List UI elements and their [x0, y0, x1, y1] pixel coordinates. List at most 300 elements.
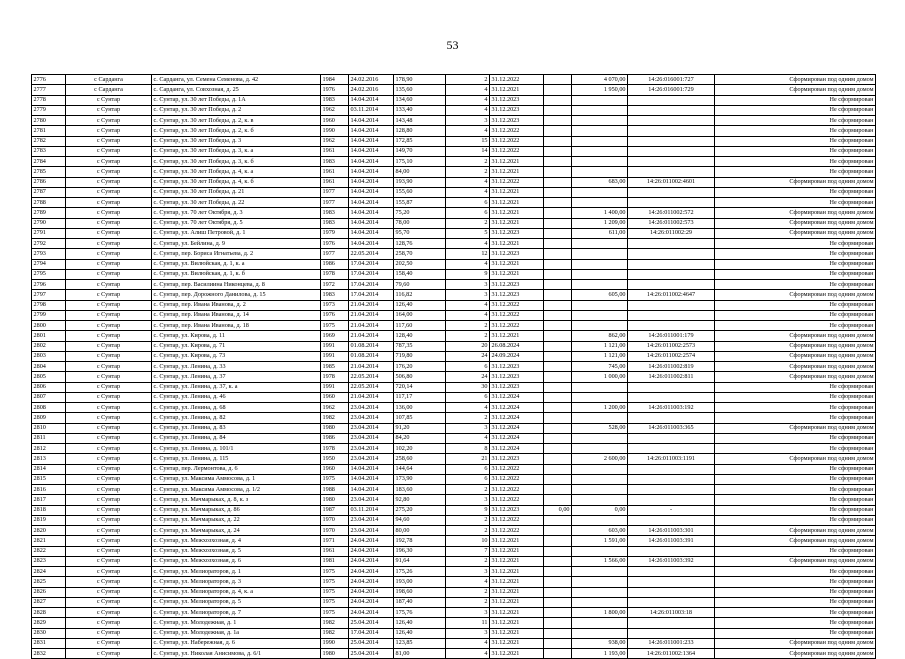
cell-value-a [544, 116, 572, 126]
cell-area: 128,40 [394, 331, 446, 341]
cell-value-a [544, 310, 572, 320]
cell-area: 126,40 [394, 628, 446, 638]
cell-cadastral-number [628, 95, 715, 105]
cell-area: 196,30 [394, 546, 446, 556]
cell-land-area [572, 136, 628, 146]
cell-residents: 2 [446, 218, 490, 228]
cell-land-status: Не сформирован [715, 146, 876, 156]
cell-year-built: 1950 [321, 454, 349, 464]
cell-value-a [544, 536, 572, 546]
cell-land-status: Сформирован под одним домом [715, 351, 876, 361]
cell-deadline: 31.12.2023 [490, 362, 544, 372]
cell-deadline: 31.12.2024 [490, 403, 544, 413]
cell-deadline: 31.12.2021 [490, 577, 544, 587]
cell-address: с. Сунтар, ул. Кирова, д. 11 [152, 331, 321, 341]
cell-deadline: 31.12.2021 [490, 167, 544, 177]
cell-year-built: 1976 [321, 310, 349, 320]
cell-settlement: с Сунтар [66, 372, 152, 382]
cell-registration-date: 17.04.2014 [349, 259, 394, 269]
cell-row-number: 2823 [32, 556, 66, 566]
cell-land-area: 1 200,00 [572, 403, 628, 413]
cell-row-number: 2821 [32, 536, 66, 546]
cell-land-status: Не сформирован [715, 495, 876, 505]
table-row [32, 444, 876, 454]
cell-land-area [572, 567, 628, 577]
cell-registration-date: 24.04.2014 [349, 536, 394, 546]
cell-value-a [544, 136, 572, 146]
cell-year-built: 1980 [321, 423, 349, 433]
cell-area: 91,64 [394, 556, 446, 566]
table-row [32, 567, 876, 577]
cell-address: с. Сунтар, ул. 30 лет Победы, д. 21 [152, 187, 321, 197]
cell-land-area [572, 577, 628, 587]
cell-registration-date: 23.04.2014 [349, 413, 394, 423]
cell-year-built: 1969 [321, 331, 349, 341]
cell-address: с. Сунтар, ул. Ленина, д. 33 [152, 362, 321, 372]
cell-cadastral-number [628, 597, 715, 607]
cell-land-status: Не сформирован [715, 280, 876, 290]
cell-registration-date: 17.04.2014 [349, 290, 394, 300]
cell-value-a [544, 608, 572, 618]
cell-land-status: Сформирован под одним домом [715, 75, 876, 85]
cell-settlement: с Сунтар [66, 597, 152, 607]
cell-deadline: 31.12.2021 [490, 556, 544, 566]
cell-settlement: с Сунтар [66, 259, 152, 269]
cell-year-built: 1983 [321, 208, 349, 218]
cell-residents: 2 [446, 485, 490, 495]
cell-residents: 6 [446, 362, 490, 372]
cell-year-built: 1970 [321, 515, 349, 525]
cell-land-area [572, 392, 628, 402]
cell-row-number: 2824 [32, 567, 66, 577]
cell-year-built: 1975 [321, 597, 349, 607]
cell-value-a [544, 649, 572, 659]
cell-residents: 6 [446, 198, 490, 208]
cell-land-area: 1 000,00 [572, 372, 628, 382]
cell-year-built: 1991 [321, 351, 349, 361]
cell-registration-date: 23.04.2014 [349, 433, 394, 443]
cell-registration-date: 23.04.2014 [349, 495, 394, 505]
cell-row-number: 2820 [32, 526, 66, 536]
cell-year-built: 1960 [321, 392, 349, 402]
cell-settlement: с Сунтар [66, 362, 152, 372]
cell-year-built: 1979 [321, 228, 349, 238]
cell-year-built: 1972 [321, 280, 349, 290]
cell-settlement: с Сунтар [66, 423, 152, 433]
cell-settlement: с Сунтар [66, 556, 152, 566]
cell-address: с. Сунтар, ул. Ленина, д. 68 [152, 403, 321, 413]
cell-settlement: с Сунтар [66, 577, 152, 587]
cell-row-number: 2815 [32, 474, 66, 484]
cell-land-status: Сформирован под одним домом [715, 331, 876, 341]
cell-registration-date: 21.04.2014 [349, 300, 394, 310]
table-row [32, 536, 876, 546]
cell-deadline: 31.12.2024 [490, 413, 544, 423]
table-row [32, 300, 876, 310]
cell-area: 136,00 [394, 403, 446, 413]
cell-cadastral-number [628, 239, 715, 249]
cell-cadastral-number [628, 382, 715, 392]
cell-year-built: 1975 [321, 567, 349, 577]
cell-land-status: Не сформирован [715, 597, 876, 607]
cell-row-number: 2782 [32, 136, 66, 146]
cell-row-number: 2818 [32, 505, 66, 515]
cell-land-area: 745,00 [572, 362, 628, 372]
cell-registration-date: 17.04.2014 [349, 280, 394, 290]
cell-address: с. Сунтар, пер. Ивана Иванова, д. 18 [152, 321, 321, 331]
cell-settlement: с Сунтар [66, 331, 152, 341]
cell-cadastral-number: 14:26:011003:301 [628, 526, 715, 536]
table-row [32, 146, 876, 156]
cell-value-a [544, 495, 572, 505]
cell-row-number: 2830 [32, 628, 66, 638]
cell-land-status: Не сформирован [715, 505, 876, 515]
cell-land-status: Не сформирован [715, 105, 876, 115]
cell-row-number: 2814 [32, 464, 66, 474]
cell-deadline: 31.12.2021 [490, 218, 544, 228]
cell-cadastral-number [628, 280, 715, 290]
table-row [32, 505, 876, 515]
cell-value-a [544, 228, 572, 238]
table-row [32, 649, 876, 659]
cell-residents: 2 [446, 587, 490, 597]
cell-deadline: 31.12.2021 [490, 546, 544, 556]
cell-value-a [544, 546, 572, 556]
cell-land-status: Сформирован под одним домом [715, 556, 876, 566]
cell-registration-date: 24.02.2016 [349, 75, 394, 85]
cell-cadastral-number: 14:26:011003:392 [628, 556, 715, 566]
cell-cadastral-number: 14:26:011002:573 [628, 218, 715, 228]
cell-cadastral-number [628, 321, 715, 331]
cell-address: с. Сунтар, ул. 30 лет Победы, д. 1А [152, 95, 321, 105]
cell-address: с. Сунтар, ул. Межхозхозная, д. 5 [152, 546, 321, 556]
cell-row-number: 2787 [32, 187, 66, 197]
cell-deadline: 31.12.2022 [490, 515, 544, 525]
table-row [32, 321, 876, 331]
cell-land-area [572, 157, 628, 167]
cell-value-a [544, 300, 572, 310]
cell-deadline: 31.12.2021 [490, 269, 544, 279]
cell-land-area [572, 464, 628, 474]
cell-row-number: 2802 [32, 341, 66, 351]
cell-address: с. Сунтар, пер. Дорожного Данилова, д. 15 [152, 290, 321, 300]
cell-residents: 9 [446, 505, 490, 515]
cell-value-a [544, 105, 572, 115]
cell-land-status: Не сформирован [715, 198, 876, 208]
cell-area: 258,70 [394, 249, 446, 259]
table-row [32, 85, 876, 95]
cell-cadastral-number [628, 126, 715, 136]
cell-residents: 6 [446, 392, 490, 402]
cell-row-number: 2790 [32, 218, 66, 228]
cell-land-status: Не сформирован [715, 567, 876, 577]
cell-value-a [544, 95, 572, 105]
cell-value-a [544, 464, 572, 474]
cell-settlement: с Сунтар [66, 505, 152, 515]
cell-row-number: 2817 [32, 495, 66, 505]
cell-settlement: с Сунтар [66, 526, 152, 536]
cell-year-built: 1983 [321, 290, 349, 300]
table-row [32, 249, 876, 259]
cell-land-status: Сформирован под одним домом [715, 649, 876, 659]
cell-land-status: Не сформирован [715, 474, 876, 484]
cell-value-a [544, 618, 572, 628]
cell-value-a [544, 526, 572, 536]
cell-row-number: 2804 [32, 362, 66, 372]
cell-residents: 2 [446, 556, 490, 566]
table-row [32, 587, 876, 597]
cell-cadastral-number [628, 249, 715, 259]
cell-residents: 3 [446, 116, 490, 126]
cell-year-built: 1985 [321, 362, 349, 372]
cell-residents: 2 [446, 413, 490, 423]
cell-row-number: 2794 [32, 259, 66, 269]
cell-land-status: Сформирован под одним домом [715, 341, 876, 351]
cell-value-a [544, 280, 572, 290]
cell-area: 143,48 [394, 116, 446, 126]
cell-area: 126,40 [394, 300, 446, 310]
cell-cadastral-number [628, 167, 715, 177]
cell-deadline: 31.12.2021 [490, 638, 544, 648]
table-row [32, 372, 876, 382]
cell-registration-date: 21.04.2014 [349, 362, 394, 372]
cell-settlement: с Сунтар [66, 618, 152, 628]
cell-land-area: 1 950,00 [572, 85, 628, 95]
cell-cadastral-number: 14:26:011002:1364 [628, 649, 715, 659]
cell-deadline: 31.12.2023 [490, 249, 544, 259]
cell-registration-date: 21.04.2014 [349, 321, 394, 331]
cell-registration-date: 14.04.2014 [349, 485, 394, 495]
cell-registration-date: 17.04.2014 [349, 269, 394, 279]
cell-year-built: 1990 [321, 126, 349, 136]
cell-row-number: 2807 [32, 392, 66, 402]
cell-year-built: 1991 [321, 341, 349, 351]
cell-area: 158,40 [394, 269, 446, 279]
cell-land-area: 1 591,00 [572, 536, 628, 546]
cell-cadastral-number: 14:26:011001:233 [628, 638, 715, 648]
cell-deadline: 31.12.2021 [490, 649, 544, 659]
cell-row-number: 2793 [32, 249, 66, 259]
cell-address: с. Сунтар, ул. Мелиораторов, д. 5 [152, 597, 321, 607]
cell-value-a [544, 587, 572, 597]
cell-value-a [544, 577, 572, 587]
cell-registration-date: 14.04.2014 [349, 116, 394, 126]
cell-settlement: с Сунтар [66, 126, 152, 136]
cell-residents: 4 [446, 105, 490, 115]
cell-deadline: 31.12.2021 [490, 608, 544, 618]
cell-year-built: 1977 [321, 198, 349, 208]
table-row [32, 218, 876, 228]
cell-residents: 8 [446, 444, 490, 454]
cell-deadline: 31.12.2021 [490, 628, 544, 638]
cell-residents: 4 [446, 239, 490, 249]
cell-row-number: 2781 [32, 126, 66, 136]
cell-land-area: 4 070,00 [572, 75, 628, 85]
cell-land-area [572, 413, 628, 423]
cell-row-number: 2827 [32, 597, 66, 607]
cell-cadastral-number: 14:26:011003:365 [628, 423, 715, 433]
cell-area: 175,26 [394, 567, 446, 577]
table-row [32, 495, 876, 505]
cell-registration-date: 14.04.2014 [349, 126, 394, 136]
cell-land-area: 603,00 [572, 526, 628, 536]
table-row [32, 259, 876, 269]
cell-land-status: Не сформирован [715, 382, 876, 392]
cell-registration-date: 21.04.2014 [349, 310, 394, 320]
cell-address: с. Сунтар, ул. Мелиораторов, д. 1 [152, 567, 321, 577]
cell-row-number: 2810 [32, 423, 66, 433]
cell-address: с. Сунтар, пер. Ивана Иванова, д. 14 [152, 310, 321, 320]
cell-value-a: 0,00 [544, 505, 572, 515]
cell-address: с. Сунтар, пер. Бориса Игнатьева, д. 2 [152, 249, 321, 259]
cell-area: 176,20 [394, 362, 446, 372]
cell-land-area [572, 444, 628, 454]
cell-area: 787,35 [394, 341, 446, 351]
cell-row-number: 2832 [32, 649, 66, 659]
cell-area: 198,60 [394, 587, 446, 597]
cell-row-number: 2826 [32, 587, 66, 597]
cell-land-status: Не сформирован [715, 413, 876, 423]
cell-residents: 20 [446, 341, 490, 351]
cell-cadastral-number [628, 310, 715, 320]
cell-area: 202,50 [394, 259, 446, 269]
cell-settlement: с Сунтар [66, 392, 152, 402]
cell-settlement: с Сунтар [66, 116, 152, 126]
cell-value-a [544, 239, 572, 249]
cell-land-area [572, 259, 628, 269]
cell-registration-date: 24.04.2014 [349, 587, 394, 597]
cell-registration-date: 23.04.2014 [349, 423, 394, 433]
cell-land-area: 862,00 [572, 331, 628, 341]
cell-value-a [544, 187, 572, 197]
cell-land-status: Не сформирован [715, 95, 876, 105]
cell-year-built: 1977 [321, 249, 349, 259]
table-row [32, 310, 876, 320]
cell-land-area [572, 269, 628, 279]
cell-area: 117,17 [394, 392, 446, 402]
cell-deadline: 31.12.2023 [490, 382, 544, 392]
cell-address: с. Сунтар, ул. Мачмарыках, д. 8, к. з [152, 495, 321, 505]
cell-land-area: 1 121,00 [572, 341, 628, 351]
cell-settlement: с Сунтар [66, 454, 152, 464]
table-row [32, 546, 876, 556]
cell-row-number: 2788 [32, 198, 66, 208]
cell-registration-date: 24.04.2014 [349, 567, 394, 577]
cell-land-area [572, 187, 628, 197]
cell-area: 164,00 [394, 310, 446, 320]
cell-address: с. Сунтар, пер. Ивана Иванова, д. 2 [152, 300, 321, 310]
cell-settlement: с Сунтар [66, 167, 152, 177]
cell-row-number: 2784 [32, 157, 66, 167]
cell-settlement: с Сунтар [66, 382, 152, 392]
table-row [32, 331, 876, 341]
cell-land-status: Сформирован под одним домом [715, 177, 876, 187]
cell-value-a [544, 413, 572, 423]
cell-area: 116,82 [394, 290, 446, 300]
cell-deadline: 31.12.2023 [490, 116, 544, 126]
cell-registration-date: 14.04.2014 [349, 464, 394, 474]
cell-value-a [544, 269, 572, 279]
cell-registration-date: 24.04.2014 [349, 597, 394, 607]
cell-cadastral-number: 14:26:011002:2574 [628, 351, 715, 361]
cell-deadline: 31.12.2023 [490, 95, 544, 105]
cell-value-a [544, 75, 572, 85]
cell-value-a [544, 208, 572, 218]
cell-land-status: Не сформирован [715, 485, 876, 495]
cell-year-built: 1975 [321, 474, 349, 484]
cell-address: с. Сунтар, ул. Молодежная, д. 1 [152, 618, 321, 628]
cell-area: 81,00 [394, 649, 446, 659]
cell-settlement: с Сунтар [66, 474, 152, 484]
cell-deadline: 26.08.2024 [490, 341, 544, 351]
cell-land-status: Не сформирован [715, 187, 876, 197]
cell-registration-date: 21.04.2014 [349, 331, 394, 341]
cell-row-number: 2776 [32, 75, 66, 85]
cell-settlement: с Сунтар [66, 464, 152, 474]
cell-land-area: 605,00 [572, 290, 628, 300]
cell-address: с. Сунтар, ул. 30 лет Победы, д. 4, к. а [152, 167, 321, 177]
cell-land-area: 938,00 [572, 638, 628, 648]
cell-year-built: 1973 [321, 300, 349, 310]
cell-deadline: 31.12.2021 [490, 618, 544, 628]
table-row [32, 464, 876, 474]
cell-land-area [572, 198, 628, 208]
cell-row-number: 2825 [32, 577, 66, 587]
cell-row-number: 2783 [32, 146, 66, 156]
cell-deadline: 31.12.2022 [490, 464, 544, 474]
cell-area: 183,60 [394, 485, 446, 495]
cell-cadastral-number [628, 433, 715, 443]
cell-deadline: 31.12.2023 [490, 280, 544, 290]
cell-year-built: 1960 [321, 464, 349, 474]
cell-residents: 2 [446, 167, 490, 177]
cell-land-area [572, 618, 628, 628]
cell-settlement: с Сунтар [66, 280, 152, 290]
cell-deadline: 24.09.2024 [490, 351, 544, 361]
cell-registration-date: 23.04.2014 [349, 526, 394, 536]
cell-registration-date: 03.11.2014 [349, 105, 394, 115]
cell-value-a [544, 372, 572, 382]
cell-year-built: 1990 [321, 638, 349, 648]
cell-registration-date: 14.04.2014 [349, 157, 394, 167]
cell-area: 275,20 [394, 505, 446, 515]
cell-year-built: 1962 [321, 105, 349, 115]
cell-settlement: с Сунтар [66, 403, 152, 413]
cell-row-number: 2828 [32, 608, 66, 618]
cell-land-area [572, 321, 628, 331]
cell-deadline: 31.12.2021 [490, 208, 544, 218]
cell-land-status: Сформирован под одним домом [715, 362, 876, 372]
table-row [32, 126, 876, 136]
cell-registration-date: 24.04.2014 [349, 546, 394, 556]
cell-area: 135,60 [394, 85, 446, 95]
table-row [32, 382, 876, 392]
cell-deadline: 31.12.2024 [490, 444, 544, 454]
cell-deadline: 31.12.2021 [490, 536, 544, 546]
cell-area: 506,80 [394, 372, 446, 382]
cell-area: 173,90 [394, 474, 446, 484]
cell-land-area [572, 433, 628, 443]
cell-cadastral-number [628, 146, 715, 156]
cell-cadastral-number: - [628, 505, 715, 515]
table-row [32, 526, 876, 536]
cell-value-a [544, 331, 572, 341]
cell-registration-date: 14.04.2014 [349, 208, 394, 218]
cell-area: 172,85 [394, 136, 446, 146]
cell-cadastral-number: 14:26:011002:811 [628, 372, 715, 382]
cell-address: с. Сунтар, ул. 30 лет Победы, д. 3, к. б [152, 157, 321, 167]
cell-settlement: с Сунтар [66, 218, 152, 228]
